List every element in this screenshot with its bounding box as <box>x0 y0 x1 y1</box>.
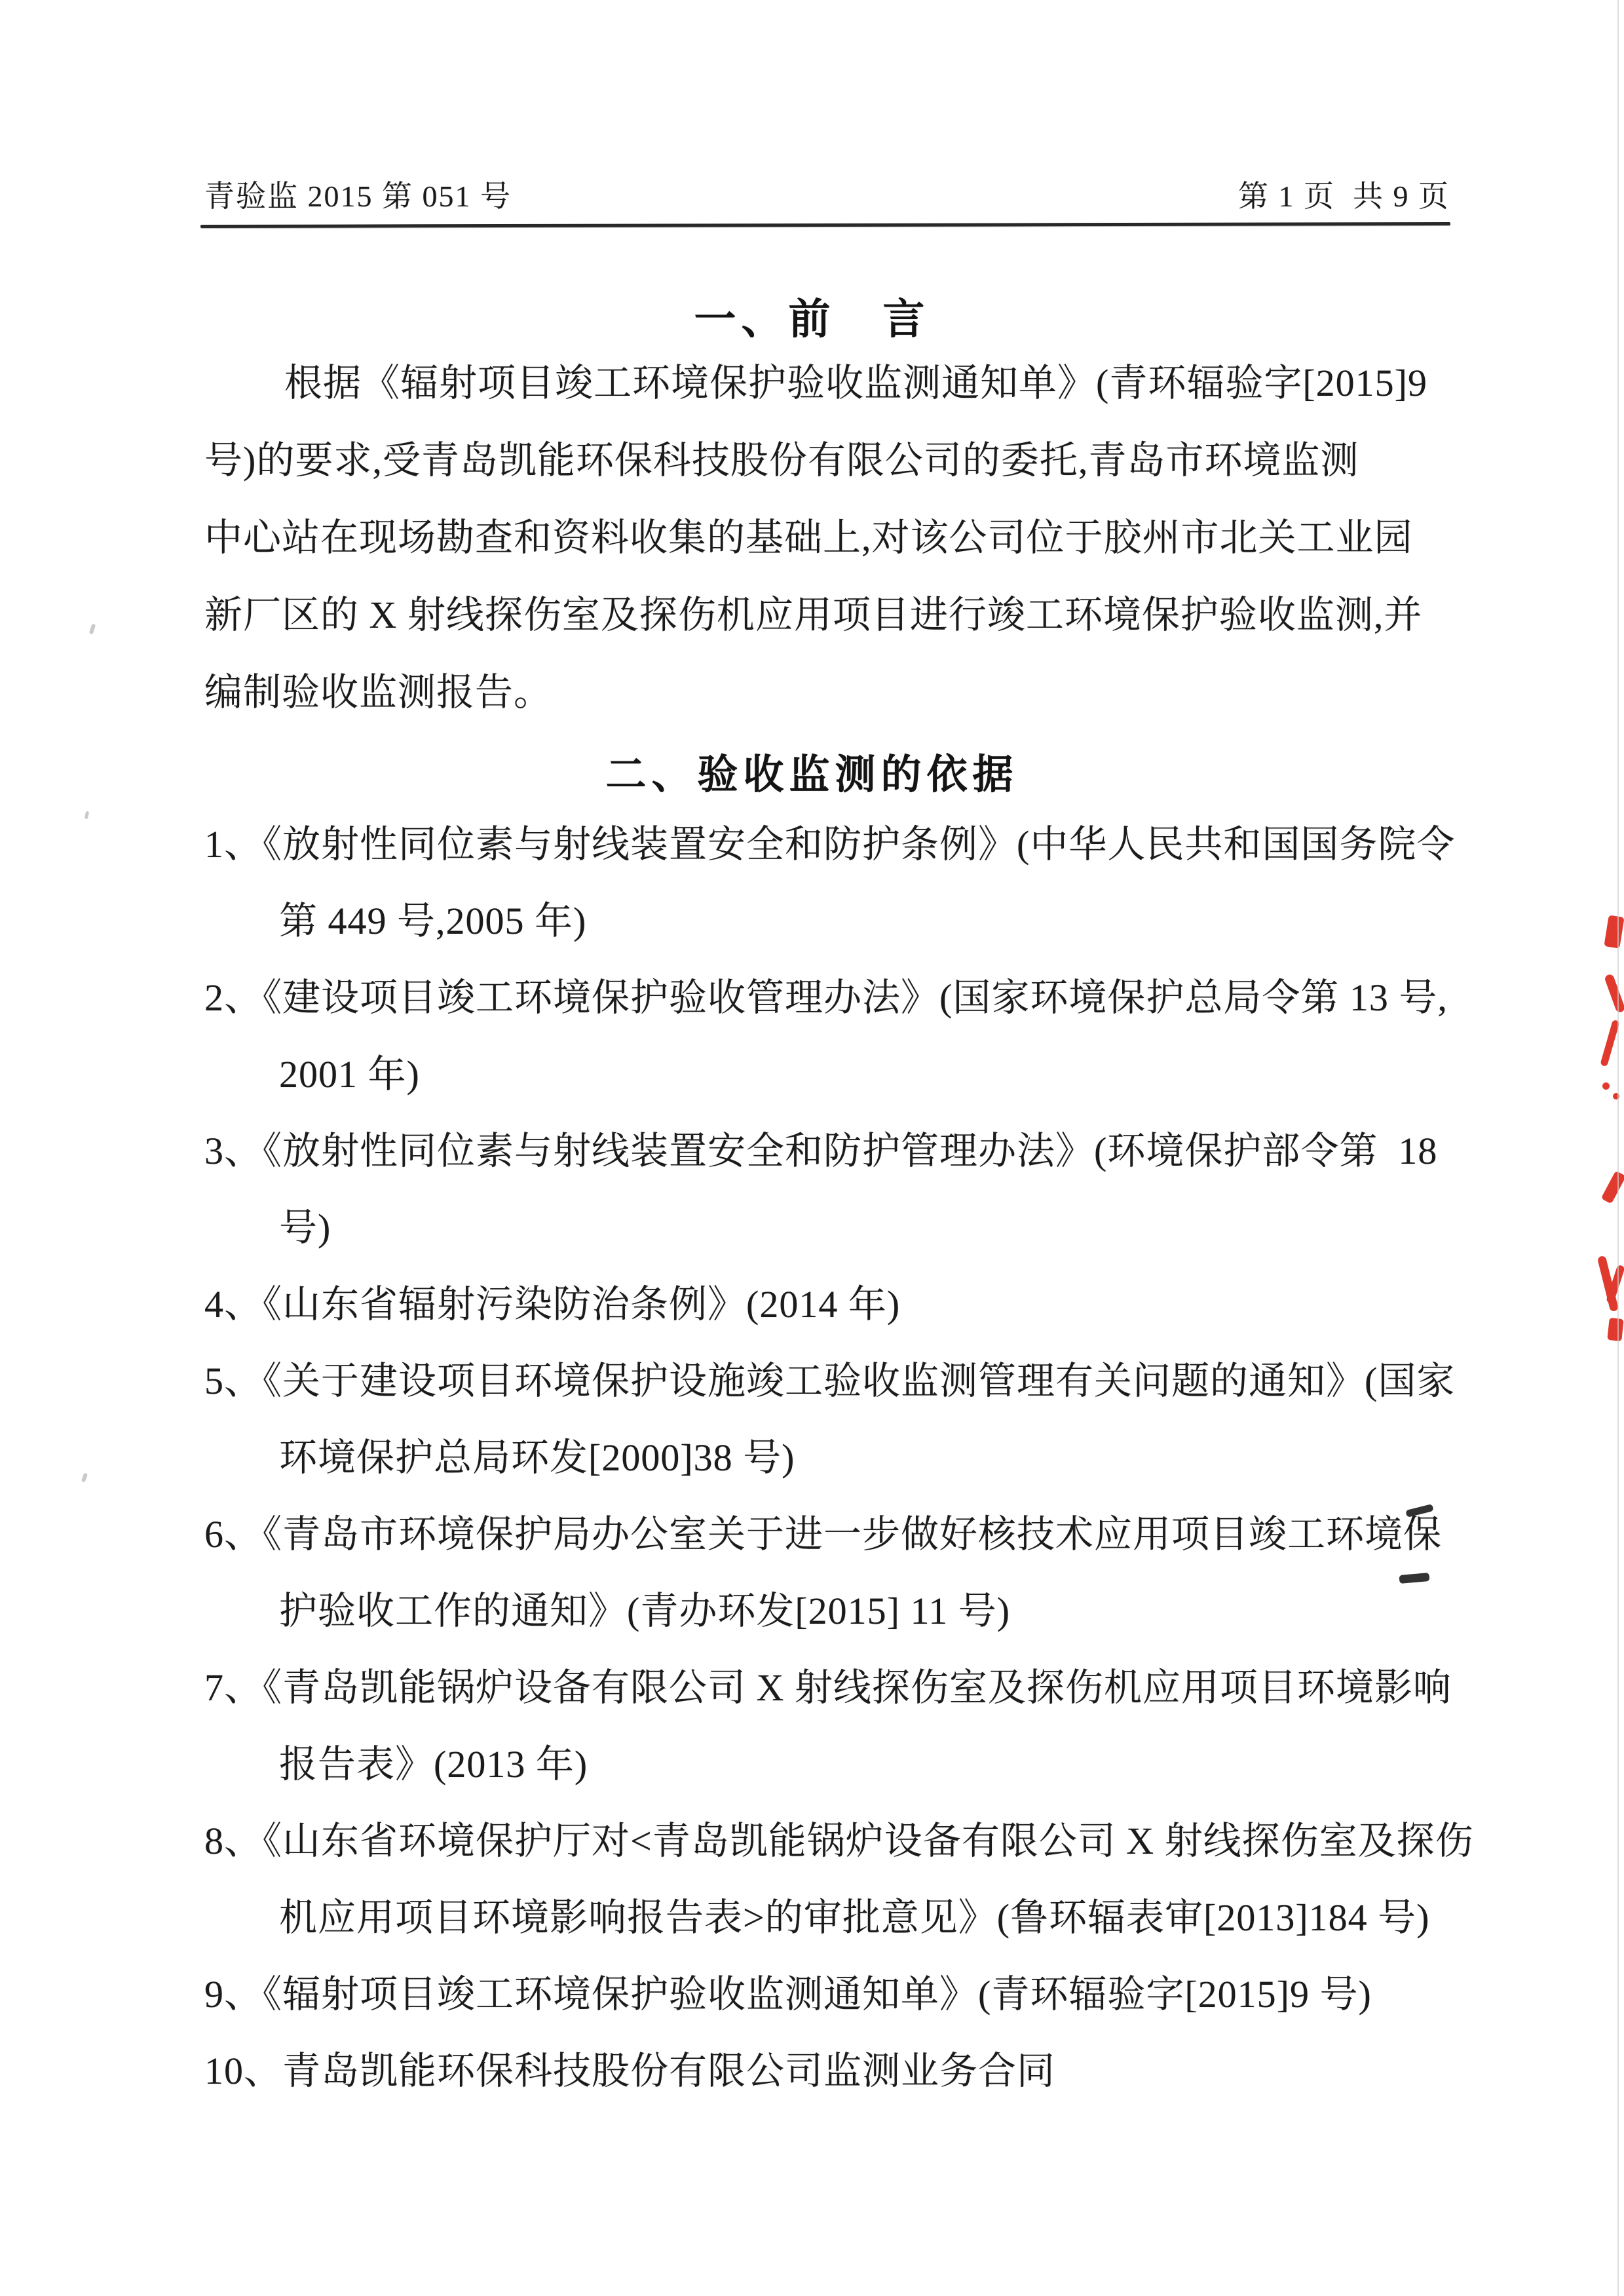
paragraph-line: 新厂区的 X 射线探伤室及探伤机应用项目进行竣工环境保护验收监测,并 <box>204 594 1423 636</box>
list-item-row: 4、《山东省辐射污染防治条例》(2014 年) <box>204 1283 901 1326</box>
list-item-row: 1、《放射性同位素与射线装置安全和防护条例》(中华人民共和国国务院令 <box>204 823 1456 866</box>
document-number: 青验监 2015 第 051 号 <box>204 180 512 213</box>
intro-paragraph <box>204 345 1454 731</box>
scan-edge-line <box>1617 0 1619 2296</box>
paragraph-line: 根据《辐射项目竣工环境保护验收监测通知单》(青环辐验字[2015]9 <box>284 362 1427 404</box>
list-item-row: 第 449 号,2005 年) <box>279 900 587 942</box>
red-ink-mark <box>1601 1171 1624 1204</box>
list-item-row: 8、《山东省环境保护厅对<青岛凯能锅炉设备有限公司 X 射线探伤室及探伤 <box>204 1820 1474 1862</box>
list-item-row: 护验收工作的通知》(青办环发[2015] 11 号) <box>279 1590 1011 1632</box>
list-item-row: 9、《辐射项目竣工环境保护验收监测通知单》(青环辐验字[2015]9 号) <box>204 1973 1372 2016</box>
list-item-row: 机应用项目环境影响报告表>的审批意见》(鲁环辐表审[2013]184 号) <box>279 1896 1430 1939</box>
header-divider-rule <box>200 222 1450 228</box>
red-ink-mark <box>1604 973 1624 1013</box>
list-item-row: 2、《建设项目竣工环境保护验收管理办法》(国家环境保护总局令第 13 号, <box>204 976 1448 1019</box>
page-indicator: 第 1 页 共 9 页 <box>1238 180 1450 213</box>
list-item-row: 环境保护总局环发[2000]38 号) <box>279 1436 795 1479</box>
scan-speck <box>81 1472 88 1482</box>
section-1-title: 一、前 言 <box>694 296 930 343</box>
list-item-row: 报告表》(2013 年) <box>279 1743 588 1786</box>
scan-speck <box>89 623 96 634</box>
reference-list <box>204 806 1474 2109</box>
list-item-row: 10、青岛凯能环保科技股份有限公司监测业务合同 <box>204 2050 1056 2092</box>
red-ink-mark <box>1602 1082 1610 1090</box>
list-item-row: 6、《青岛市环境保护局办公室关于进一步做好核技术应用项目竣工环境保 <box>204 1513 1443 1556</box>
paragraph-line: 号)的要求,受青岛凯能环保科技股份有限公司的委托,青岛市环境监测 <box>204 439 1359 482</box>
scan-speck <box>85 811 89 820</box>
list-item-row: 7、《青岛凯能锅炉设备有限公司 X 射线探伤室及探伤机应用项目环境影响 <box>204 1666 1452 1709</box>
list-item-row: 号) <box>279 1206 331 1249</box>
section-2-title: 二、验收监测的依据 <box>605 752 1019 797</box>
list-item-row: 3、《放射性同位素与射线装置安全和防护管理办法》(环境保护部令第 18 <box>204 1130 1438 1172</box>
list-item-row: 5、《关于建设项目环境保护设施竣工验收监测管理有关问题的通知》(国家 <box>204 1360 1456 1402</box>
paragraph-line: 编制验收监测报告。 <box>204 671 553 714</box>
red-ink-mark <box>1604 915 1624 948</box>
list-item-row: 2001 年) <box>279 1053 420 1096</box>
red-ink-mark <box>1607 1318 1623 1341</box>
paragraph-line: 中心站在现场勘查和资料收集的基础上,对该公司位于胶州市北关工业园 <box>204 516 1413 559</box>
